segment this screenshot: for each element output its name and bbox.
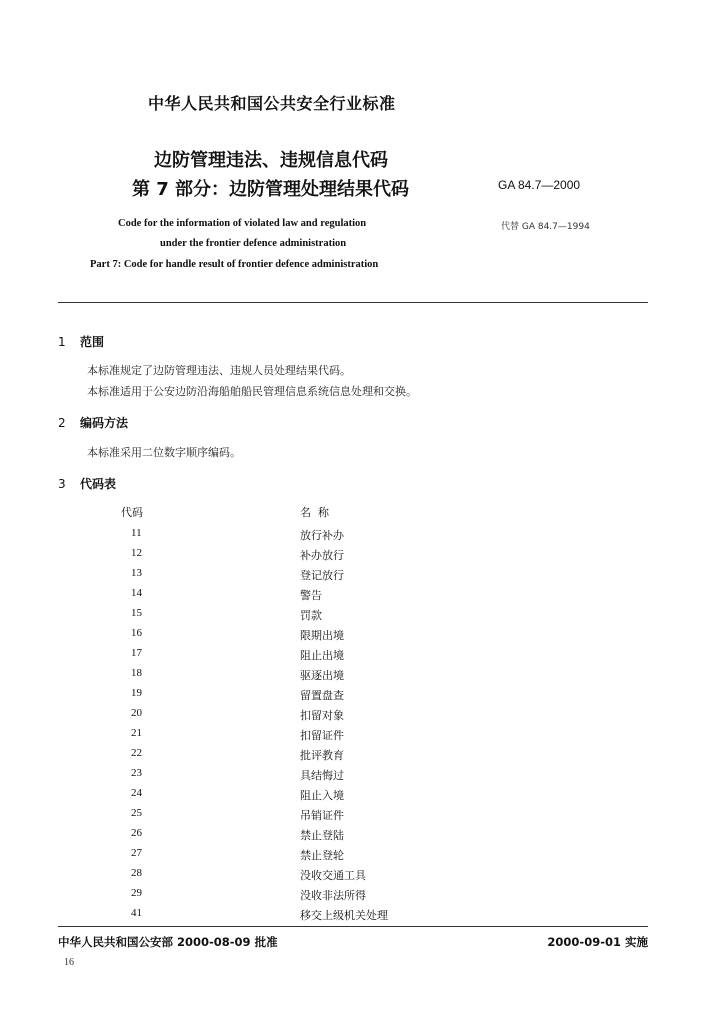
table-cell-code: 26 [131,827,142,839]
table-cell-code: 41 [131,907,142,919]
table-cell-name: 留置盘查 [300,689,344,702]
english-title-line1: Code for the information of violated law and regulation [118,218,367,229]
standard-number: GA 84.7—2000 [498,178,581,192]
section-number: 1 [58,335,66,349]
table-cell-name: 扣留对象 [300,709,344,722]
section-3-heading [58,475,116,492]
table-cell-name: 移交上级机关处理 [300,909,388,922]
table-cell-code: 12 [131,547,142,559]
table-cell-code: 20 [131,707,142,719]
table-cell-name: 罚款 [300,609,322,622]
table-cell-code: 29 [131,887,142,899]
section-title: 范围 [80,335,105,349]
approval-date: 中华人民共和国公安部 2000-08-09 批准 [58,935,278,949]
table-cell-name: 禁止登陆 [300,829,344,842]
section-title: 编码方法 [80,416,129,430]
implementation-date: 2000-09-01 实施 [547,935,648,949]
table-cell-name: 登记放行 [300,569,344,582]
table-cell-name: 警告 [300,589,322,602]
table-cell-name: 批评教育 [300,749,344,762]
table-cell-code: 11 [131,527,142,539]
table-cell-name: 阻止出境 [300,649,344,662]
standard-title-line1: 边防管理违法、违规信息代码 [154,150,388,171]
footer-divider [58,926,648,927]
table-cell-name: 放行补办 [300,529,344,542]
table-cell-name: 没收非法所得 [300,889,366,902]
table-cell-name: 禁止登轮 [300,849,344,862]
table-cell-code: 22 [131,747,142,759]
section-number: 2 [58,416,66,430]
table-cell-name: 没收交通工具 [300,869,366,882]
table-cell-name: 阻止入境 [300,789,344,802]
table-cell-code: 18 [131,667,142,679]
table-cell-code: 17 [131,647,142,659]
issuing-agency-header: 中华人民共和国公共安全行业标准 [148,94,396,113]
page-number: 16 [64,957,74,968]
table-cell-name: 限期出境 [300,629,344,642]
table-cell-name: 扣留证件 [300,729,344,742]
english-title-line3: Part 7: Code for handle result of frontier defence administration [90,259,379,270]
replaces-standard: 代替 GA 84.7—1994 [501,222,590,232]
section-number: 3 [58,477,66,491]
table-cell-code: 13 [131,567,142,579]
table-cell-code: 21 [131,727,142,739]
table-cell-code: 23 [131,767,142,779]
table-cell-name: 补办放行 [300,549,344,562]
paragraph: 本标准采用二位数字顺序编码。 [87,446,241,459]
standard-title-line2: 第 7 部分：边防管理处理结果代码 [132,179,410,200]
paragraph: 本标准适用于公安边防沿海船舶船民管理信息系统信息处理和交换。 [87,385,417,398]
header-divider [58,302,648,303]
table-cell-code: 15 [131,607,142,619]
table-cell-code: 27 [131,847,142,859]
table-cell-code: 19 [131,687,142,699]
table-header-code: 代码 [121,507,143,519]
section-2-heading [58,414,128,431]
paragraph: 本标准规定了边防管理违法、违规人员处理结果代码。 [87,364,351,377]
table-cell-code: 24 [131,787,142,799]
table-header-name: 名 称 [300,506,329,519]
table-cell-name: 驱逐出境 [300,669,344,682]
english-title-line2: under the frontier defence administration [160,238,347,249]
table-cell-code: 28 [131,867,142,879]
table-cell-code: 25 [131,807,142,819]
table-cell-name: 吊销证件 [300,809,344,822]
section-1-heading [58,333,104,350]
table-cell-name: 具结悔过 [300,769,344,782]
section-title: 代码表 [80,477,117,491]
table-cell-code: 16 [131,627,142,639]
table-cell-code: 14 [131,587,142,599]
